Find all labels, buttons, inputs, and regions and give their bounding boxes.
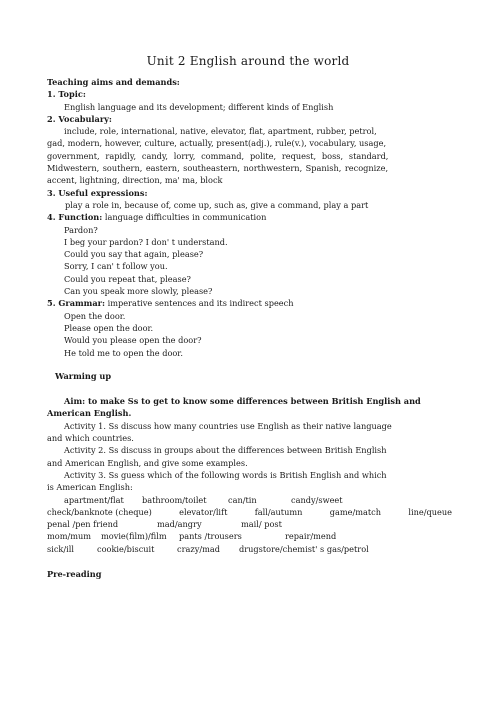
activity-3: Activity 3. Ss guess which of the following words is British English and which bbox=[64, 469, 387, 480]
word-pair: mail/ post bbox=[241, 519, 282, 530]
function-example: Pardon? bbox=[64, 224, 98, 235]
word-pair-row bbox=[47, 506, 452, 518]
word-pair: cookie/biscuit bbox=[97, 543, 155, 554]
aims-heading: Teaching aims and demands: bbox=[47, 77, 180, 87]
word-pair: crazy/mad bbox=[177, 543, 220, 554]
word-pair: elevator/lift bbox=[179, 506, 228, 517]
topic-heading: 1. Topic: bbox=[47, 89, 86, 100]
activity-2: Activity 2. Ss discuss in groups about the differences between British English bbox=[64, 445, 387, 456]
warming-up-aim: Aim: to make Ss to get to know some differences between British English and bbox=[64, 396, 421, 407]
vocabulary-line: gad, modern, however, culture, actually, present(adj.), rule(v.), vocabulary, usage, bbox=[47, 138, 387, 149]
vocabulary-line: Midwestern, southern, eastern, southeastern, northwestern, Spanish, recognize, bbox=[47, 163, 389, 174]
page-title: Unit 2 English around the world bbox=[146, 54, 350, 68]
word-pair: line/queue bbox=[408, 506, 452, 517]
function-example: Can you speak more slowly, please? bbox=[64, 286, 213, 297]
expressions-text: play a role in, because of, come up, such as, give a command, play a part bbox=[65, 199, 369, 210]
word-pair: game/match bbox=[329, 506, 382, 517]
activity-2: and American English, and give some examples. bbox=[47, 457, 248, 468]
grammar-line bbox=[47, 297, 452, 309]
activity-1: and which countries. bbox=[47, 433, 134, 444]
function-example: Could you repeat that, please? bbox=[64, 273, 191, 284]
warming-up-aim: American English. bbox=[47, 408, 132, 419]
vocabulary-line: government, rapidly, candy, lorry, command, polite, request, boss, standard, bbox=[47, 150, 389, 161]
activity-1: Activity 1. Ss discuss how many countries use English as their native language bbox=[64, 420, 392, 431]
pre-reading-heading: Pre-reading bbox=[47, 568, 102, 579]
word-pair: bathroom/toilet bbox=[142, 494, 207, 505]
word-pair: penal /pen friend bbox=[47, 519, 119, 530]
grammar-example: Would you please open the door? bbox=[64, 335, 202, 346]
function-heading: 4. Function: bbox=[47, 212, 103, 223]
word-pair: pants /trousers bbox=[179, 531, 242, 542]
vocabulary-line: include, role, international, native, elevator, flat, apartment, rubber, petrol, bbox=[64, 126, 377, 137]
word-pair-row bbox=[47, 543, 452, 555]
word-pair: check/banknote (cheque) bbox=[47, 506, 152, 517]
word-pair-row bbox=[47, 494, 452, 506]
word-pair: candy/sweet bbox=[291, 494, 343, 505]
function-example: Could you say that again, please? bbox=[64, 249, 204, 260]
word-pair: fall/autumn bbox=[254, 506, 303, 517]
grammar-text: imperative sentences and its indirect speech bbox=[104, 298, 294, 309]
document-body bbox=[47, 76, 452, 580]
vocabulary-heading: 2. Vocabulary: bbox=[47, 113, 112, 124]
vocabulary-line: accent, lightning, direction, ma' ma, block bbox=[47, 175, 223, 186]
grammar-example: Please open the door. bbox=[64, 322, 154, 333]
word-pair: mad/angry bbox=[157, 519, 202, 530]
word-pair: mom/mum bbox=[47, 531, 92, 542]
word-pair: drugstore/chemist' s gas/petrol bbox=[239, 543, 369, 554]
word-pair: movie(film)/film bbox=[101, 531, 167, 542]
word-pair: sick/ill bbox=[47, 543, 74, 554]
function-example: I beg your pardon? I don' t understand. bbox=[64, 236, 228, 247]
warming-up-heading: Warming up bbox=[55, 370, 112, 381]
grammar-heading: 5. Grammar: bbox=[47, 298, 105, 309]
function-example: Sorry, I can' t follow you. bbox=[64, 261, 168, 272]
word-pair: apartment/flat bbox=[64, 494, 124, 505]
grammar-example: He told me to open the door. bbox=[64, 347, 183, 358]
word-pair-row bbox=[47, 518, 452, 530]
word-pair: repair/mend bbox=[285, 531, 337, 542]
expressions-heading: 3. Useful expressions: bbox=[47, 187, 148, 198]
grammar-example: Open the door. bbox=[64, 310, 126, 321]
function-line bbox=[47, 211, 452, 223]
activity-3: is American English: bbox=[47, 482, 133, 493]
word-pair: can/tin bbox=[228, 494, 257, 505]
function-text: language difficulties in communication bbox=[102, 212, 267, 223]
topic-text: English language and its development; different kinds of English bbox=[64, 101, 334, 112]
word-pair-row bbox=[47, 530, 452, 542]
